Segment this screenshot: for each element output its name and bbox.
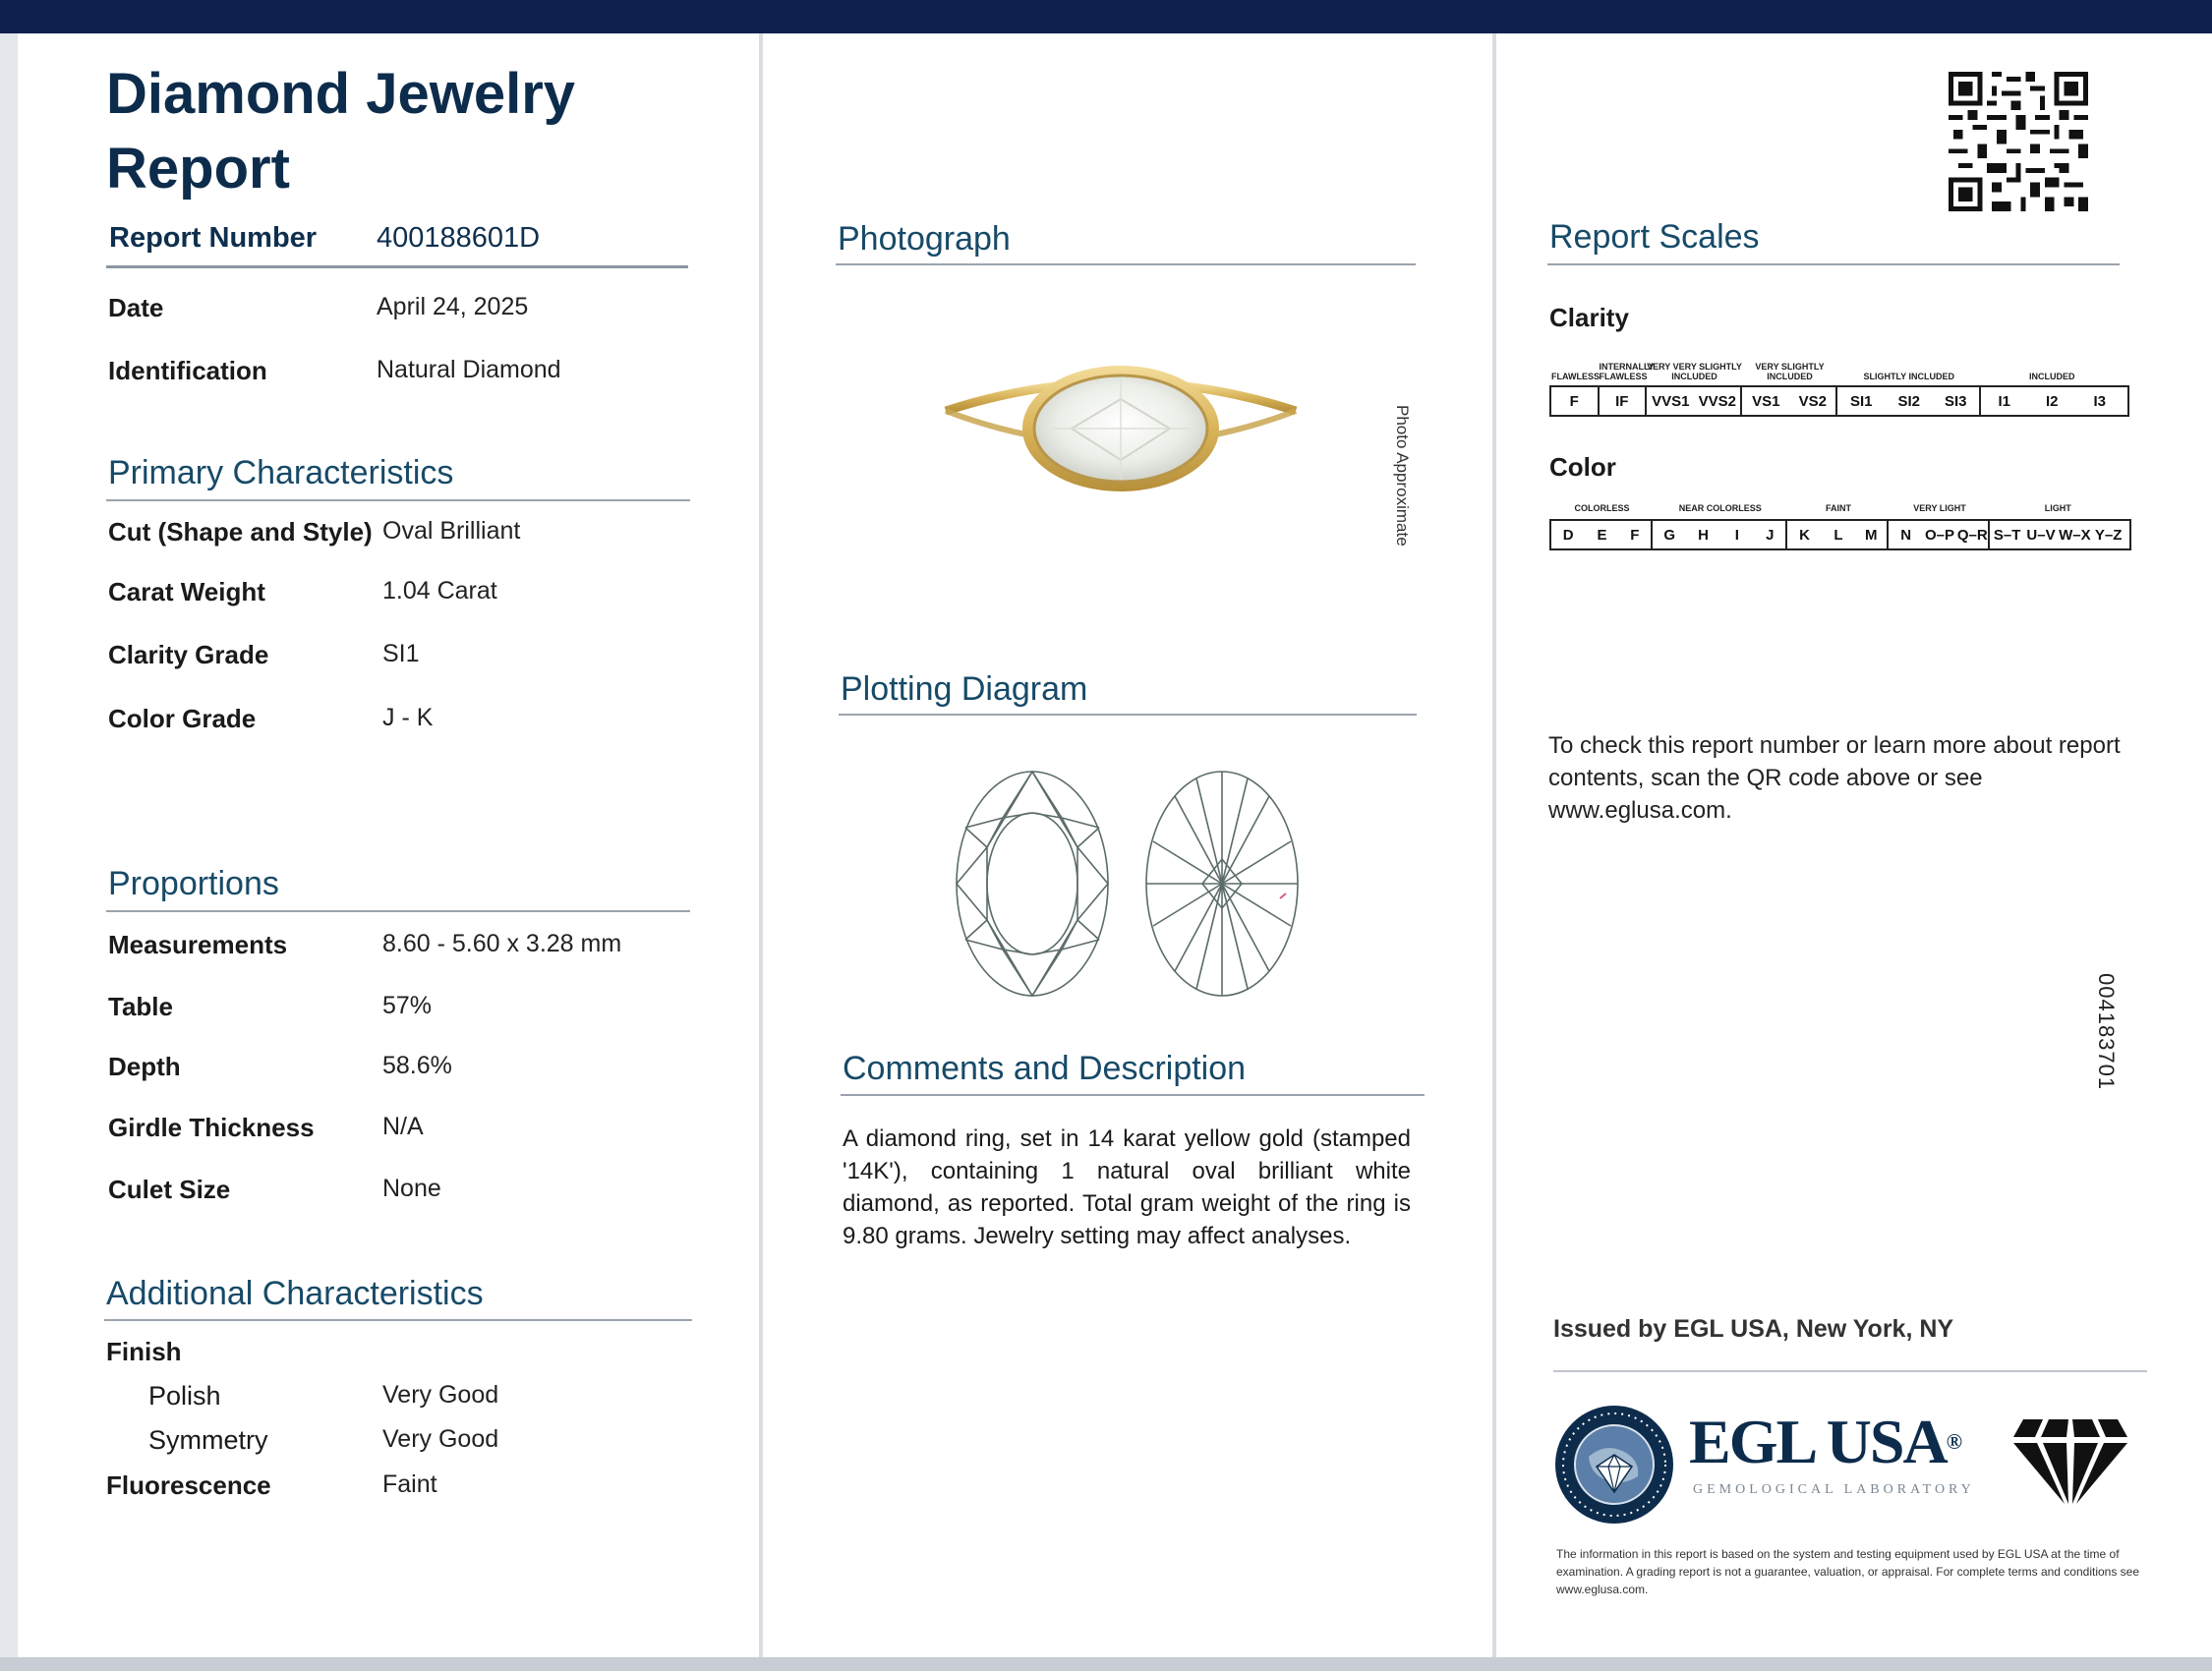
clarity-grade: SI1 — [1849, 392, 1873, 410]
depth-label: Depth — [108, 1052, 181, 1081]
girdle-label: Girdle Thickness — [108, 1113, 315, 1142]
color-grade: U–V — [2026, 526, 2056, 544]
plotting-heading: Plotting Diagram — [841, 670, 1088, 708]
date-label: Date — [108, 293, 164, 322]
top-band — [0, 0, 2212, 33]
clarity-caption: VERY VERY SLIGHTLY INCLUDED — [1647, 362, 1742, 381]
clarity-group — [1837, 387, 1981, 415]
color-group — [1787, 521, 1889, 548]
color-group — [1653, 521, 1787, 548]
clarity-scale-label: Clarity — [1549, 303, 1629, 332]
measurements-value: 8.60 - 5.60 x 3.28 mm — [382, 930, 622, 957]
color-group — [1889, 521, 1990, 548]
rule-comments — [841, 1094, 1425, 1096]
qr-code-icon[interactable] — [1949, 69, 2088, 214]
additional-heading: Additional Characteristics — [106, 1275, 484, 1312]
brand-name-text: EGL USA — [1689, 1407, 1947, 1476]
clarity-grade: VVS2 — [1698, 392, 1736, 410]
color-group — [1990, 521, 2125, 548]
brand-name — [1689, 1408, 1962, 1476]
color-scale — [1549, 519, 2131, 550]
color-caption: LIGHT — [2044, 503, 2071, 513]
color-caption: COLORLESS — [1574, 503, 1630, 513]
clarity-grade: VS2 — [1798, 392, 1827, 410]
culet-value: None — [382, 1175, 441, 1202]
color-caption: VERY LIGHT — [1913, 503, 1966, 513]
serial-number: 004183701 — [2094, 973, 2119, 1091]
polish-value: Very Good — [382, 1381, 499, 1409]
registered-mark: ® — [1946, 1429, 1963, 1454]
color-grade: F — [1630, 526, 1640, 544]
table-value: 57% — [382, 992, 433, 1019]
issued-by: Issued by EGL USA, New York, NY — [1553, 1315, 1954, 1343]
verify-text: To check this report number or learn more about report contents, scan the QR code above or see www.eglusa.com. — [1548, 732, 2121, 824]
fine-print: The information in this report is based on the system and testing equipment used by EGL USA at the time of examination. A grading report is not a guarantee, valuation, or appraisal. For complete terms and conditions see www.eglusa.com. — [1556, 1547, 2140, 1596]
primary-heading: Primary Characteristics — [108, 454, 454, 491]
clarity-caption: VERY SLIGHTLY INCLUDED — [1755, 362, 1825, 381]
clarity-caption: INTERNALLY FLAWLESS — [1599, 362, 1655, 381]
color-grade-label: Color Grade — [108, 704, 257, 733]
rule-plotting — [839, 714, 1417, 716]
color-grade: W–X — [2059, 526, 2091, 544]
identification-label: Identification — [108, 356, 267, 385]
bottom-band — [0, 1657, 2212, 1671]
rule-primary — [106, 499, 690, 501]
clarity-group — [1981, 387, 2125, 415]
color-caption: NEAR COLORLESS — [1678, 503, 1762, 513]
clarity-scale — [1549, 385, 2129, 417]
middle-panel — [763, 33, 1492, 1657]
fluorescence-label: Fluorescence — [106, 1470, 271, 1500]
color-grade: D — [1562, 526, 1574, 544]
culet-label: Culet Size — [108, 1175, 231, 1204]
measurements-label: Measurements — [108, 930, 288, 959]
clarity-grade: SI3 — [1944, 392, 1967, 410]
carat-label: Carat Weight — [108, 577, 265, 606]
color-grade: Y–Z — [2094, 526, 2123, 544]
rule-proportions — [106, 910, 690, 912]
color-grade: J — [1766, 526, 1775, 544]
egl-seal-icon — [1553, 1404, 1675, 1526]
color-grade: L — [1834, 526, 1843, 544]
clarity-grade: F — [1569, 392, 1579, 410]
girdle-value: N/A — [382, 1113, 424, 1140]
color-grade: E — [1597, 526, 1607, 544]
report-number-value: 400188601D — [377, 222, 541, 254]
brand-tagline: GEMOLOGICAL LABORATORY — [1693, 1482, 1975, 1497]
color-grade: M — [1865, 526, 1878, 544]
clarity-group — [1742, 387, 1837, 415]
proportions-heading: Proportions — [108, 865, 279, 902]
color-scale-label: Color — [1549, 452, 1616, 482]
depth-value: 58.6% — [382, 1052, 452, 1079]
clarity-grade: I1 — [1998, 392, 2010, 410]
report-scales-heading: Report Scales — [1549, 218, 1760, 256]
color-caption: FAINT — [1825, 503, 1851, 513]
color-grade: H — [1698, 526, 1709, 544]
table-label: Table — [108, 992, 173, 1021]
ring-photo — [934, 364, 1308, 521]
clarity-grade-value: SI1 — [382, 640, 420, 667]
color-grade: K — [1799, 526, 1810, 544]
rule-issued — [1553, 1370, 2147, 1372]
clarity-grade: IF — [1615, 392, 1629, 410]
clarity-caption: INCLUDED — [2029, 372, 2075, 381]
fold-line-right — [1492, 33, 1496, 1657]
left-edge — [0, 33, 18, 1657]
rule-additional — [104, 1319, 692, 1321]
comments-heading: Comments and Description — [843, 1050, 1247, 1087]
rule-report-scales — [1547, 263, 2120, 265]
color-grade: S–T — [1993, 526, 2021, 544]
comments-text: A diamond ring, set in 14 karat yellow gold (stamped '14K'), containing 1 natural oval brilliant white diamond, as reported. Total gram weight of the ring is 9.80 grams. Jewelry setting may affect analyses. — [843, 1125, 1411, 1249]
photo-approximate-note: Photo Approximate — [1393, 405, 1412, 547]
color-group — [1551, 521, 1653, 548]
rule-report-number — [106, 265, 688, 268]
oval-pavilion-diagram — [1143, 769, 1301, 999]
clarity-grade: VVS1 — [1652, 392, 1690, 410]
clarity-group — [1600, 387, 1648, 415]
fold-line-left — [759, 33, 763, 1657]
date-value: April 24, 2025 — [377, 293, 529, 320]
color-grade: G — [1663, 526, 1676, 544]
oval-crown-diagram — [954, 769, 1111, 999]
clarity-grade: SI2 — [1897, 392, 1920, 410]
finish-label: Finish — [106, 1337, 182, 1366]
cut-value: Oval Brilliant — [382, 517, 521, 545]
cut-label: Cut (Shape and Style) — [108, 517, 373, 547]
report-number-label: Report Number — [109, 222, 318, 254]
clarity-grade: I3 — [2093, 392, 2106, 410]
color-grade: N — [1900, 526, 1912, 544]
rule-photograph — [836, 263, 1416, 265]
symmetry-label: Symmetry — [148, 1425, 268, 1455]
left-panel — [18, 33, 759, 1657]
carat-value: 1.04 Carat — [382, 577, 497, 605]
clarity-grade: VS1 — [1752, 392, 1780, 410]
report-title: Diamond Jewelry Report — [106, 62, 576, 201]
clarity-caption: FLAWLESS — [1551, 372, 1600, 381]
color-grade: I — [1734, 526, 1739, 544]
fluorescence-value: Faint — [382, 1470, 437, 1498]
clarity-grade-label: Clarity Grade — [108, 640, 269, 669]
polish-label: Polish — [148, 1381, 221, 1411]
diamond-logo-icon — [2009, 1417, 2131, 1508]
clarity-grade: I2 — [2045, 392, 2059, 410]
clarity-group — [1647, 387, 1742, 415]
color-grade-value: J - K — [382, 704, 434, 731]
clarity-caption: SLIGHTLY INCLUDED — [1863, 372, 1954, 381]
identification-value: Natural Diamond — [377, 356, 561, 383]
photograph-heading: Photograph — [838, 220, 1011, 258]
color-grade: Q–R — [1956, 526, 1988, 544]
clarity-group — [1551, 387, 1600, 415]
color-grade: O–P — [1924, 526, 1954, 544]
symmetry-value: Very Good — [382, 1425, 499, 1453]
